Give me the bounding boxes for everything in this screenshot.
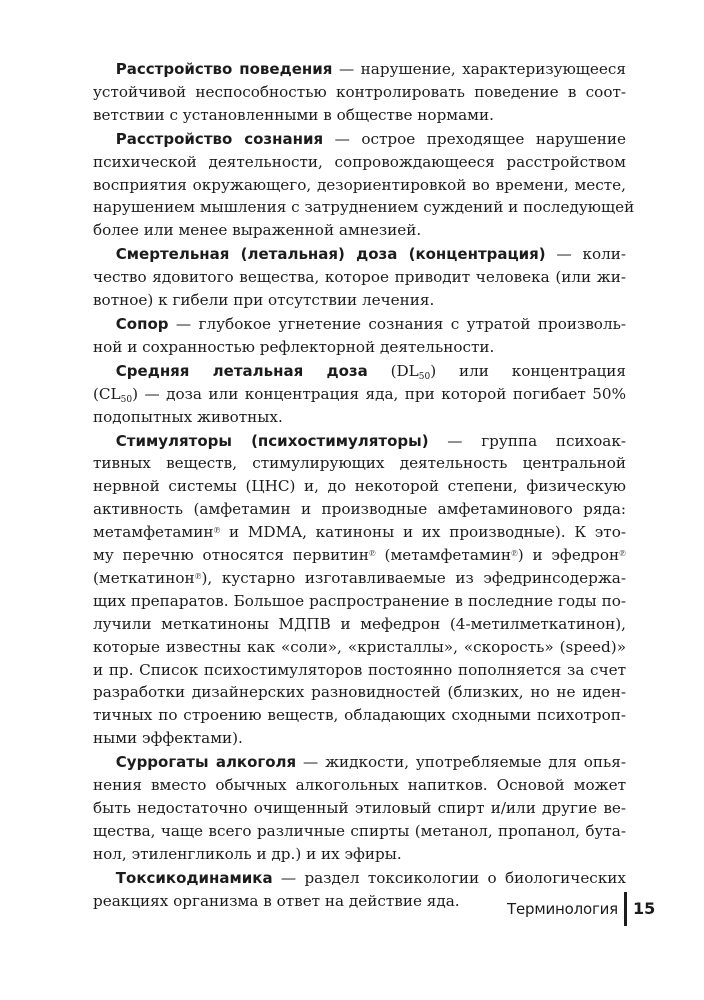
entry-text: нения вместо обычных алкогольных напитков. Основой может — [93, 776, 626, 795]
entry-term: Расстройство поведения — [115, 60, 333, 78]
entry-text: щества, чаще всего различные спирты (метанол, пропанол, бута- — [93, 821, 626, 840]
entry-text: тивных веществ, стимулирующих деятельность центральной — [93, 454, 626, 473]
entry-text: активность (амфетамин и производные амфетаминового ряда: — [93, 500, 626, 519]
controlled-substance-mark-icon: ℗ — [619, 549, 626, 560]
entry-text: реакциях организма в ответ на действие яда. — [93, 891, 460, 910]
entry-term: Токсикодинамика — [115, 868, 273, 887]
entry-text: нол, этиленгликоль и др.) и их эфиры. — [93, 844, 402, 863]
entry-text: более или менее выраженной амнезией. — [93, 221, 422, 240]
entry-term: Средняя летальная доза — [115, 361, 368, 380]
glossary-entry-lethal-dose — [93, 243, 626, 312]
entry-text: — острое преходящее нарушение — [323, 129, 626, 148]
entry-text: — глубокое угнетение сознания с утратой произволь- — [168, 314, 626, 333]
entry-text: щих препаратов. Большое распространение в последние годы по- — [93, 591, 626, 610]
entry-text: нервной системы (ЦНС) и, до некоторой степени, физическую — [93, 477, 626, 496]
glossary-entry-ld50: Средняя летальная доза $(DL_{50})$ или концентрация $(CL_{50})$ — доза или концентрация яда, при которой погибает 50% подопытных животных. — [93, 360, 626, 429]
entry-text: — нарушение, характеризующееся — [332, 60, 626, 78]
controlled-substance-mark-icon: ℗ — [368, 549, 376, 560]
controlled-substance-mark-icon: ℗ — [510, 549, 518, 560]
entry-text: психической деятельности, сопровождающееся расстройством — [93, 152, 626, 171]
footer-divider — [624, 892, 627, 926]
glossary-entry-stimulants: Стимуляторы (психостимуляторы) — группа психоак- тивных веществ, стимулирующих деятельность центральной нервной системы (ЦНС) и, до некоторой степени, физическую активность (амфетамин и производные амфетаминового ряда: метамфетамин℗ и MDMA, катиноны и их производные). К это- му перечню относятся первитин℗ (метамфетамин℗) и эфедрон℗ (меткатинон℗), кустарно изготавливаемые из эфедринсодержа- щих препаратов. Большое распространение в последние годы по- лучили меткатиноны МДПВ и мефедрон (4-метилметкатинон), которые известны как «соли», «кристаллы», «скорость» (speed)» и пр. Список психостимуляторов постоянно пополняется за счет разработки дизайнерских разновидностей (близких, но не иден- тичных по строению веществ, обладающих сходными психотроп- ными эффектами). — [93, 430, 626, 751]
entry-text: которые известны как «соли», «кристаллы», «скорость» (speed)» — [93, 637, 626, 656]
entry-text: подопытных животных. — [93, 407, 283, 426]
entry-text: ной и сохранностью рефлекторной деятельности. — [93, 337, 495, 356]
entry-text: лучили меткатиноны МДПВ и мефедрон (4-метилметкатинон), — [93, 614, 626, 633]
glossary-entry-sopor — [93, 313, 626, 359]
entry-text: и пр. Список психостимуляторов постоянно пополняется за счет — [93, 660, 626, 679]
entry-term: Сопор — [115, 314, 169, 333]
page-footer — [0, 892, 704, 926]
entry-text: ными эффектами). — [93, 729, 243, 748]
entry-term: Суррогаты алкоголя — [115, 753, 297, 772]
entry-text: — коли- — [545, 245, 626, 264]
glossary-entry-consciousness-disorder — [93, 128, 635, 243]
page-body — [93, 58, 635, 914]
entry-term: Расстройство сознания — [115, 129, 324, 148]
controlled-substance-mark-icon: ℗ — [194, 571, 202, 582]
subscript: 50 — [120, 394, 133, 405]
running-section-title: Терминология — [507, 900, 618, 918]
entry-text: — жидкости, употребляемые для опья- — [296, 753, 626, 772]
entry-text: быть недостаточно очищенный этиловый спирт и/или другие ве- — [93, 799, 626, 817]
entry-text: чество ядовитого вещества, которое приводит человека (или жи- — [93, 268, 626, 287]
page-number: 15 — [633, 899, 656, 918]
entry-term: Стимуляторы (психостимуляторы) — [115, 431, 429, 450]
subscript: 50 — [418, 371, 431, 382]
entry-text: восприятия окружающего, дезориентировкой во времени, месте, — [93, 175, 626, 194]
entry-term: Смертельная (летальная) доза (концентрация) — [115, 245, 546, 264]
entry-text: устойчивой неспособностью контролировать поведение в соот- — [93, 82, 626, 101]
controlled-substance-mark-icon: ℗ — [213, 526, 221, 537]
glossary-entry-alcohol-surrogates — [93, 751, 626, 866]
entry-text: нарушением мышления с затруднением суждений и последующей — [93, 198, 635, 217]
entry-text: вотное) к гибели при отсутствии лечения. — [93, 291, 435, 310]
entry-text: ветствии с установленными в обществе нормами. — [93, 105, 494, 124]
entry-text: разработки дизайнерских разновидностей (близких, но не иден- — [93, 683, 626, 702]
glossary-entry-behavior-disorder — [93, 58, 626, 127]
entry-text: — раздел токсикологии о биологических — [272, 868, 626, 887]
entry-text: тичных по строению веществ, обладающих сходными психотроп- — [93, 706, 626, 725]
